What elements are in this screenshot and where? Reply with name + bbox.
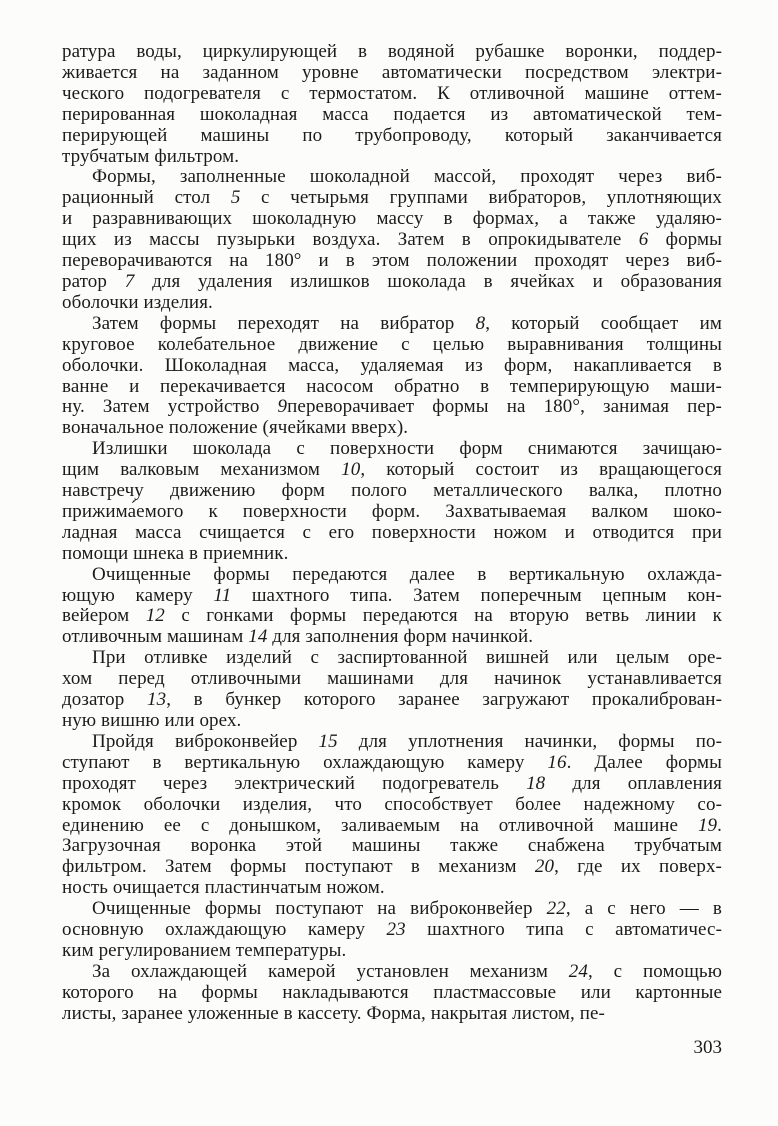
text-line: Загрузочная воронка этой машины также снабжена трубчатым xyxy=(62,835,722,857)
paragraph xyxy=(62,167,722,313)
text-line: Формы, заполненные шоколадной массой, проходят через виб- xyxy=(92,166,722,188)
text-line: помощи шнека в приемник. xyxy=(62,542,289,564)
figure-reference: 6 xyxy=(638,229,649,251)
figure-reference: 10 xyxy=(341,459,361,481)
text-block xyxy=(62,42,722,1025)
text-line: Излишки шоколада с поверхности форм снимаются зачищаю- xyxy=(92,438,722,460)
figure-reference: 23 xyxy=(386,919,406,941)
text-line: основную охлаждающую камеру 23 шахтного типа с автоматичес- xyxy=(62,919,722,941)
paragraph xyxy=(62,648,722,732)
text-line: листы, заранее уложенные в кассету. Форма, накрытая листом, пе- xyxy=(62,1002,605,1024)
figure-reference: 19 xyxy=(697,814,718,836)
figure-reference: 5 xyxy=(230,187,241,209)
paragraph xyxy=(62,732,722,899)
text-line: кромок оболочки изделия, что способствует более надежному со- xyxy=(62,793,722,815)
text-line: Пройдя виброконвейер 15 для уплотнения начинки, формы по- xyxy=(92,730,723,752)
text-line: При отливке изделий с заспиртованной вишней или целым оре- xyxy=(92,647,722,669)
text-line: проходят через электрический подогреватель 18 для оплавления xyxy=(62,772,722,794)
text-line: оболочки изделия. xyxy=(62,291,213,313)
text-line: Затем формы переходят на вибратор 8, который сообщает им xyxy=(92,312,722,334)
text-line: ющую камеру 11 шахтного типа. Затем поперечным цепным кон- xyxy=(62,584,722,606)
text-line: ность очищается пластинчатым ножом. xyxy=(62,877,385,899)
text-line: вейером 12 с гонками формы передаются на вторую ветвь линии к xyxy=(62,605,722,627)
text-line: переворачиваются на 180° и в этом положении проходят через виб- xyxy=(62,250,722,272)
text-line: ступают в вертикальную охлаждающую камеру 16. Далее формы xyxy=(62,751,723,773)
paragraph xyxy=(62,962,722,1025)
text-line: ратура воды, циркулирующей в водяной рубашке воронки, поддер- xyxy=(62,41,722,62)
figure-reference: 22 xyxy=(546,898,566,920)
text-line: ну. Затем устройство 9переворачивает формы на 180°, занимая пер- xyxy=(62,396,722,418)
text-line: прижима́емого к поверхности форм. Захватываемая валком шоко- xyxy=(62,500,722,522)
text-line: рационный стол 5 с четырьмя группами вибраторов, уплотняющих xyxy=(62,187,722,209)
text-line: живается на заданном уровне автоматически посредством электри- xyxy=(62,61,722,83)
figure-reference: 18 xyxy=(526,772,546,794)
text-line: ную вишню или орех. xyxy=(62,710,242,731)
figure-reference: 15 xyxy=(318,730,338,752)
text-line: ким регулированием температуры. xyxy=(62,939,347,961)
text-line: навстречу движению форм полого металлического валка, плотно xyxy=(62,480,722,502)
text-line: ванне и перекачивается насосом обратно в темперирующую маши- xyxy=(62,375,722,397)
figure-reference: 9 xyxy=(277,396,288,418)
text-line: ческого подогревателя с термостатом. К отливочной машине оттем- xyxy=(62,82,722,104)
figure-reference: 8 xyxy=(475,312,486,334)
text-line: щих из массы пузырьки воздуха. Затем в опрокидывателе 6 формы xyxy=(62,229,722,251)
text-line: и разравнивающих шоколадную массу в формах, а также удаляю- xyxy=(62,208,722,230)
text-line: перированная шоколадная масса подается из автоматической тем- xyxy=(62,103,722,125)
text-line: ладная масса счищается с его поверхности ножом и отводится при xyxy=(62,521,722,543)
text-line: ратор 7 для удаления излишков шоколада в ячейках и образования xyxy=(62,270,722,292)
paragraph xyxy=(62,899,722,962)
text-line: Очищенные формы передаются далее в вертикальную охлажда- xyxy=(92,563,722,585)
text-line: оболочки. Шоколадная масса, удаляемая из форм, накапливается в xyxy=(62,354,722,376)
text-line: дозатор 13, в бункер которого заранее загружают прокалиброван- xyxy=(62,689,722,711)
paragraph xyxy=(62,439,722,564)
text-line: фильтром. Затем формы поступают в механизм 20, где их поверх- xyxy=(62,856,722,878)
figure-reference: 24 xyxy=(568,960,588,982)
text-line: перирующей машины по трубопроводу, который заканчивается xyxy=(62,124,722,146)
paragraph xyxy=(62,314,722,439)
figure-reference: 7 xyxy=(124,270,135,292)
text-line: отливочным машинам 14 для заполнения форм начинкой. xyxy=(62,626,534,648)
text-line: трубчатым фильтром. xyxy=(62,145,240,167)
text-line: единению ее с донышком, заливаемым на отливочной машине 19. xyxy=(62,814,722,836)
figure-reference: 14 xyxy=(248,626,268,648)
figure-reference: 20 xyxy=(534,856,555,878)
text-line: За охлаждающей камерой установлен механизм 24, с помощью xyxy=(92,960,722,982)
page-number: 303 xyxy=(693,1037,722,1058)
text-line: хом перед отливочными машинами для начинок устанавливается xyxy=(62,668,722,690)
text-line: круговое колебательное движение с целью выравнивания толщины xyxy=(62,333,722,355)
text-line: щим валковым механизмом 10, который состоит из вращающегося xyxy=(62,459,723,481)
figure-reference: 12 xyxy=(145,605,165,627)
text-line: которого на формы накладываются пластмассовые или картонные xyxy=(62,981,722,1003)
text-line: воначальное положение (ячейками вверх). xyxy=(62,417,409,439)
figure-reference: 16 xyxy=(547,751,567,773)
paragraph xyxy=(62,42,722,167)
text-line: Очищенные формы поступают на виброконвейер 22, а с него — в xyxy=(92,898,722,920)
figure-reference: 13 xyxy=(146,689,167,711)
paragraph xyxy=(62,565,722,649)
figure-reference: 11 xyxy=(213,584,232,606)
